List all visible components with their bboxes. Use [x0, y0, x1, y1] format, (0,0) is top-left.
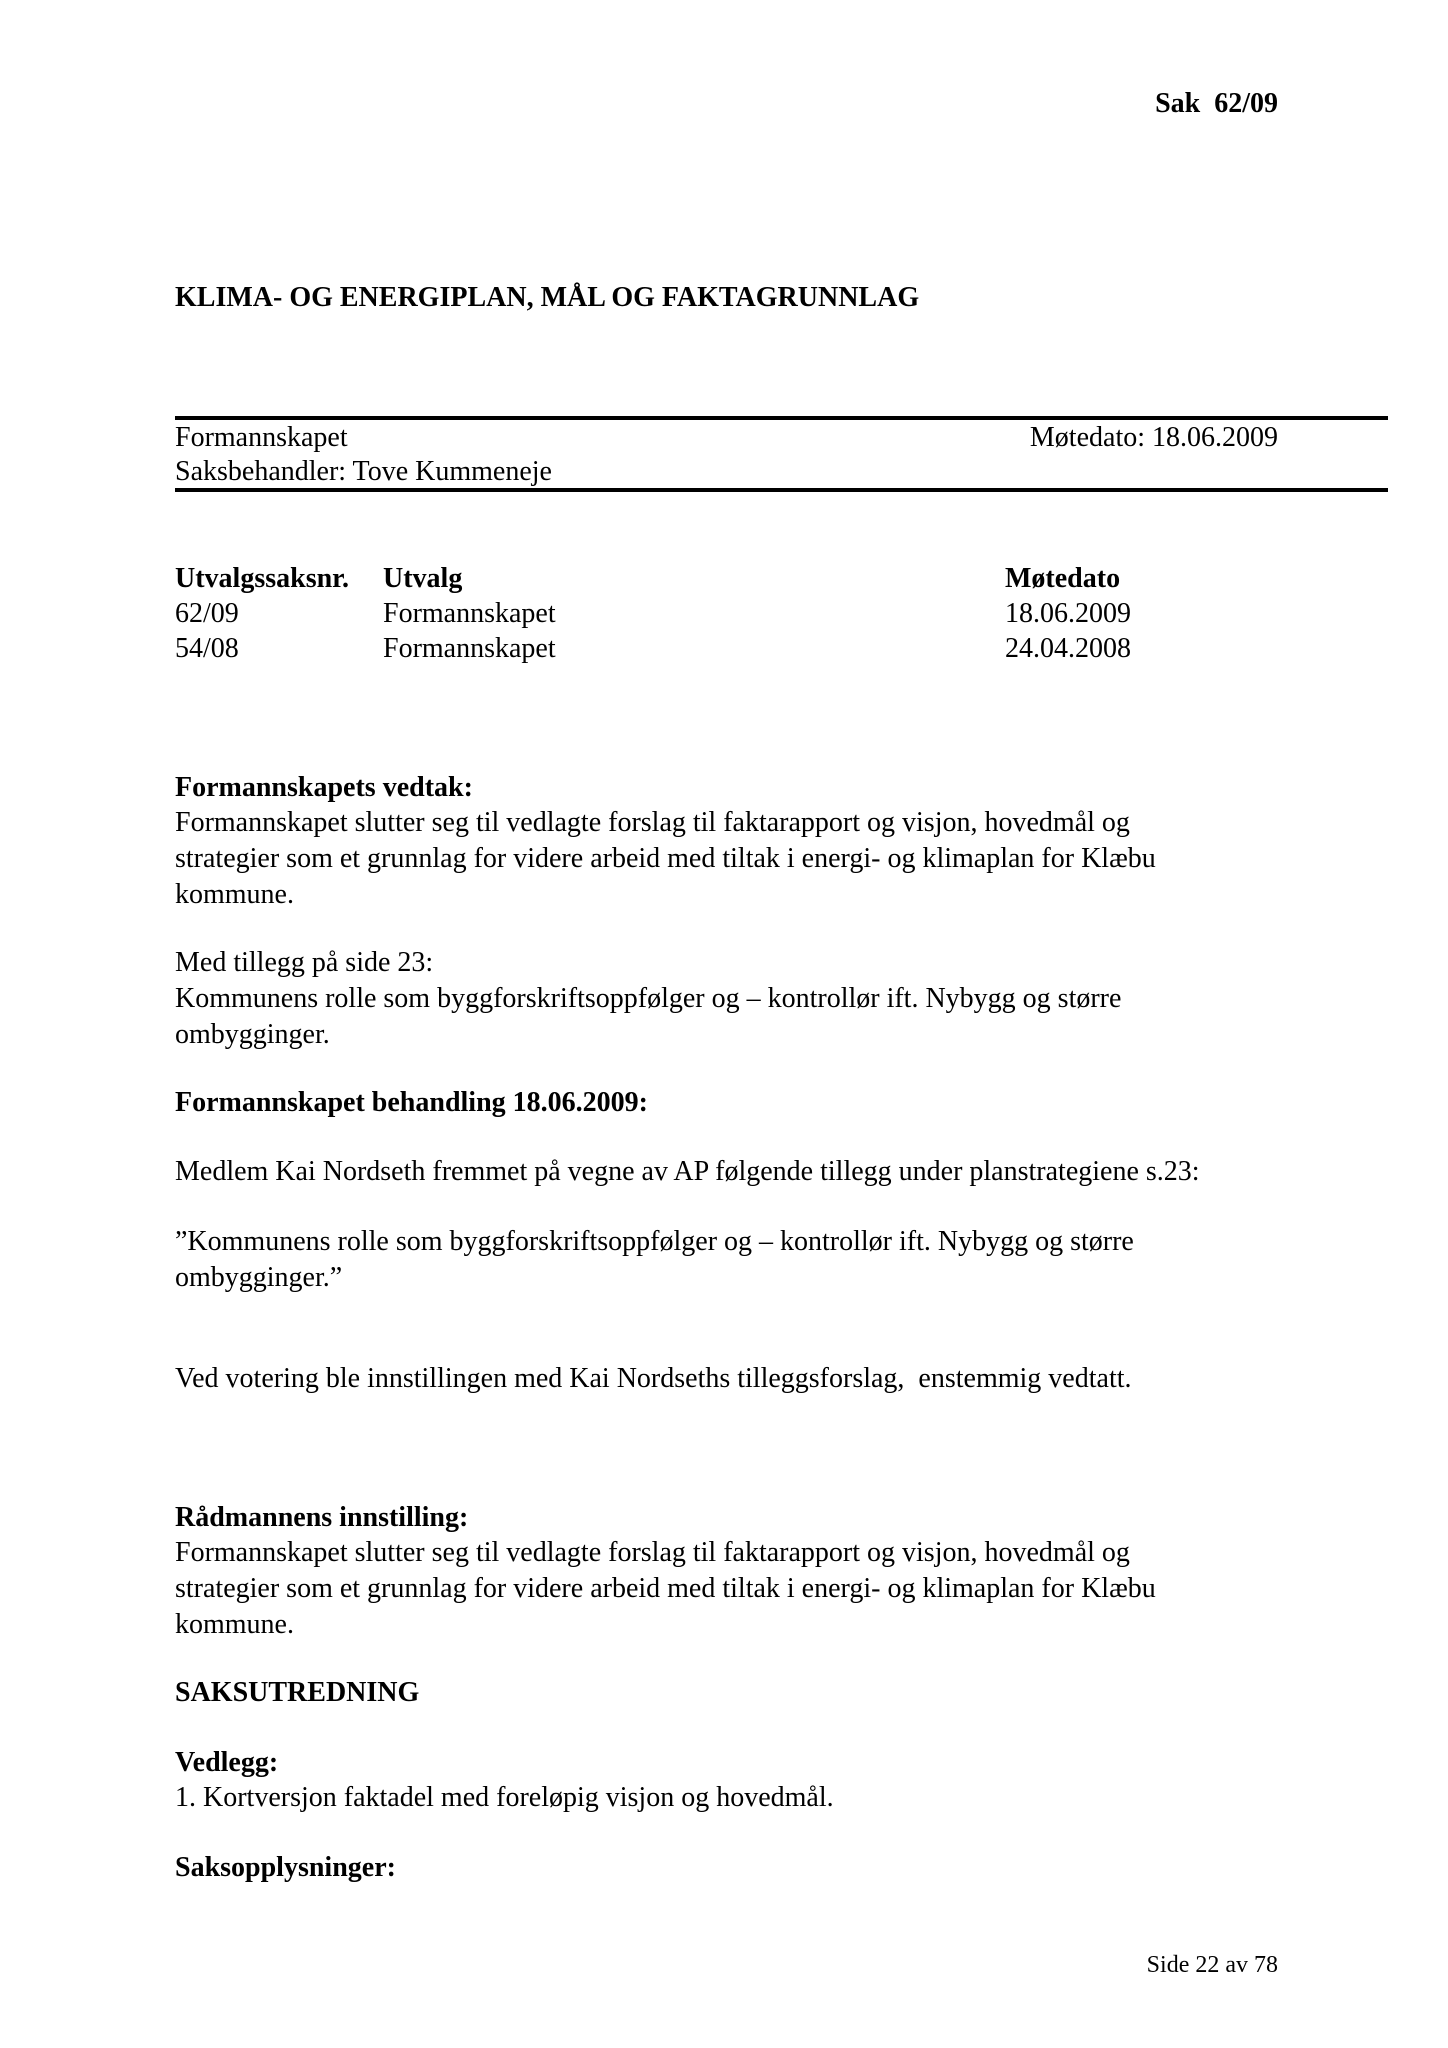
header-committee: Formannskapet — [175, 422, 348, 453]
recommendation-heading: Rådmannens innstilling: — [175, 1502, 469, 1533]
page-number: Side 22 av 78 — [1146, 1952, 1278, 1978]
table-cell: 24.04.2008 — [1005, 633, 1131, 664]
addition-line: Kommunens rolle som byggforskriftsoppfølger og – kontrollør ift. Nybygg og større — [175, 983, 1122, 1014]
table-cell: 18.06.2009 — [1005, 598, 1131, 629]
header-bottom-rule — [175, 488, 1388, 492]
case-reference: Sak 62/09 — [1155, 88, 1278, 119]
table-cell: 62/09 — [175, 598, 239, 629]
treatment-quote — [175, 1224, 1295, 1296]
decision-heading: Formannskapets vedtak: — [175, 772, 473, 803]
treatment-heading: Formannskapet behandling 18.06.2009: — [175, 1087, 648, 1118]
addition-line: Med tillegg på side 23: — [175, 947, 434, 978]
treatment-vote: Ved votering ble innstillingen med Kai Nordseths tilleggsforslag, enstemmig vedtatt. — [175, 1363, 1132, 1394]
quote-line: ombygginger.” — [175, 1262, 343, 1293]
recommendation-text — [175, 1535, 1295, 1643]
decision-line: Formannskapet slutter seg til vedlagte forslag til faktarapport og visjon, hovedmål og — [175, 807, 1130, 838]
table-cell: Formannskapet — [383, 598, 556, 629]
treatment-proposal: Medlem Kai Nordseth fremmet på vegne av AP følgende tillegg under planstrategiene s.23: — [175, 1156, 1200, 1187]
attachments-heading: Vedlegg: — [175, 1747, 279, 1778]
header-case-officer: Saksbehandler: Tove Kummeneje — [175, 456, 552, 487]
addition-line: ombygginger. — [175, 1019, 330, 1050]
decision-line: kommune. — [175, 879, 294, 910]
table-cell: Formannskapet — [383, 633, 556, 664]
recommendation-line: strategier som et grunnlag for videre arbeid med tiltak i energi- og klimaplan for Klæbu — [175, 1573, 1156, 1604]
table-header-meeting-date: Møtedato — [1005, 563, 1121, 594]
header-meeting-date: Møtedato: 18.06.2009 — [1029, 422, 1278, 453]
recommendation-line: Formannskapet slutter seg til vedlagte forslag til faktarapport og visjon, hovedmål og — [175, 1537, 1130, 1568]
recommendation-line: kommune. — [175, 1609, 294, 1640]
decision-addition — [175, 945, 1295, 1053]
quote-line: ”Kommunens rolle som byggforskriftsoppfølger og – kontrollør ift. Nybygg og større — [175, 1226, 1134, 1257]
table-header-committee: Utvalg — [383, 563, 463, 594]
attachment-item: 1. Kortversjon faktadel med foreløpig visjon og hovedmål. — [175, 1782, 834, 1813]
decision-line: strategier som et grunnlag for videre arbeid med tiltak i energi- og klimaplan for Klæbu — [175, 843, 1156, 874]
table-header-case-number: Utvalgssaksnr. — [175, 563, 350, 594]
document-title: KLIMA- OG ENERGIPLAN, MÅL OG FAKTAGRUNNLAG — [175, 282, 920, 313]
case-info-heading: Saksopplysninger: — [175, 1852, 396, 1883]
table-cell: 54/08 — [175, 633, 239, 664]
decision-text — [175, 805, 1295, 913]
investigation-heading: SAKSUTREDNING — [175, 1677, 420, 1708]
